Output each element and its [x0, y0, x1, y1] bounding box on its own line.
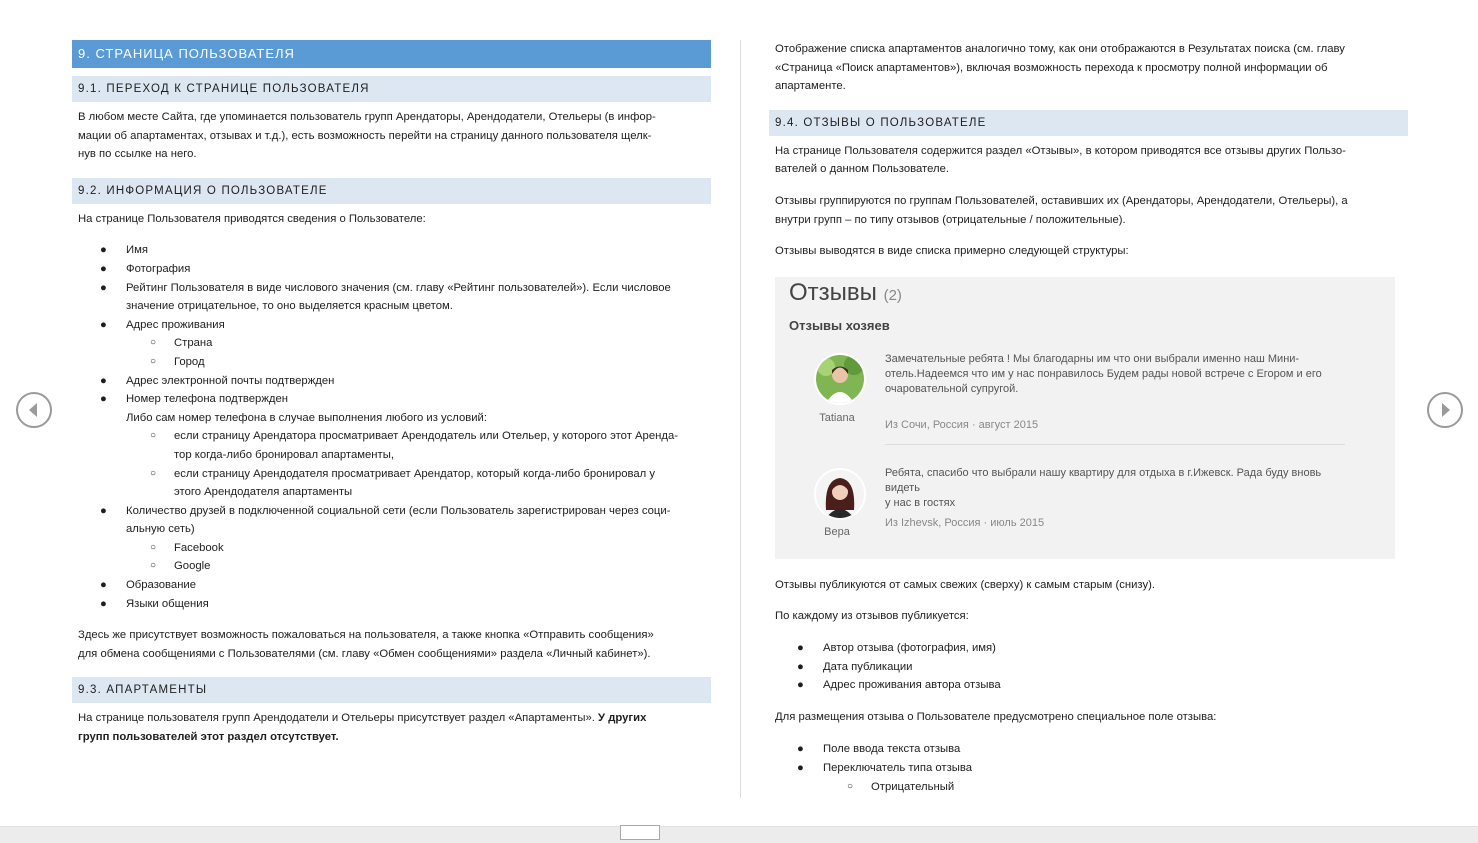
user-info-list: [72, 241, 711, 613]
reviews-mockup: [775, 277, 1395, 559]
section-heading-9-4: 9.4. ОТЗЫВЫ О ПОЛЬЗОВАТЕЛЕ: [769, 110, 1408, 136]
avatar[interactable]: [814, 468, 866, 520]
list-item: ● Имя: [100, 244, 149, 257]
section-heading-9-3: 9.3. АПАРТАМЕНТЫ: [72, 677, 711, 703]
paragraph-complain: Здесь же присутствует возможность пожаловаться на пользователя, а также кнопка «Отправить сообщения» для обмена сообщениями с Пользователями (см. главу «Обмен сообщениями» раздела «Личный кабинет»).: [78, 629, 654, 660]
avatar[interactable]: [814, 353, 866, 405]
review-meta: Из Сочи, Россия · август 2015: [885, 419, 1039, 431]
paragraph-apartments-list: Отображение списка апартаментов аналогично тому, как они отображаются в Результатах поиска (см. главу «Страница «Поиск апартаментов»), включая возможность перехода к просмотру полной информации об апартаменте.: [775, 43, 1345, 93]
list-item: ● Фотография: [100, 262, 191, 275]
list-item: ● Количество друзей в подключенной социальной сети (если Пользователь зарегистрирован через соци- альную сеть): [100, 504, 671, 536]
list-item: ● Образование: [100, 579, 197, 592]
reviews-subtitle: Отзывы хозяев: [789, 318, 890, 333]
list-item: ● Адрес электронной почты подтвержден: [100, 374, 335, 387]
either-note: Либо сам номер телефона в случае выполнения любого из условий:: [126, 411, 487, 424]
section-heading-9-1: 9.1. ПЕРЕХОД К СТРАНИЦЕ ПОЛЬЗОВАТЕЛЯ: [72, 76, 711, 102]
column-divider: [740, 40, 741, 798]
paragraph-9-4-3: Отзывы выводятся в виде списка примерно следующей структуры:: [775, 245, 1129, 258]
review-meta: Из Izhevsk, Россия · июль 2015: [885, 517, 1045, 529]
list-item: ● Поле ввода текста отзыва: [797, 743, 961, 756]
paragraph-9-3: На странице пользователя групп Арендодатели и Отельеры присутствует раздел «Апартаменты». У других групп пользователей этот раздел отсутствует.: [78, 712, 647, 744]
list-subitem: ○ если страницу Арендатора просматривает Арендодатель или Отельер, у которого этот Аренда- тор когда-либо бронировал апартаменты,: [150, 430, 678, 461]
published-fields-list: [769, 639, 1408, 695]
list-subitem: ○ Facebook: [150, 541, 224, 554]
list-subitem: ○ Город: [150, 355, 205, 368]
chevron-right-icon: [1429, 394, 1461, 426]
review-separator: [885, 444, 1345, 445]
previous-page-button[interactable]: [16, 392, 52, 428]
review-text: Ребята, спасибо что выбрали нашу квартиру для отдыха в г.Ижевск. Рада буду вновь видеть у нас в гостях: [885, 467, 1322, 509]
paragraph-order: Отзывы публикуются от самых свежих (сверху) к самым старым (снизу).: [775, 578, 1156, 591]
list-item: ● Адрес проживания: [100, 318, 225, 331]
review-text: Замечательные ребята ! Мы благодарны им что они выбрали именно наш Мини- отель.Надеемся что им у нас понравилось Будем рады новой встрече с Егором и его очаровательной супругой.: [885, 353, 1322, 395]
left-column: [72, 40, 711, 747]
list-item: ● Номер телефона подтвержден: [100, 393, 289, 406]
list-item: ● Адрес проживания автора отзыва: [797, 679, 1001, 692]
list-item: ● Рейтинг Пользователя в виде числового значения (см. главу «Рейтинг пользователей»). Если числовое значение отрицательное, то оно выделяется красным цветом.: [100, 281, 671, 313]
paragraph-each: По каждому из отзывов публикуется:: [775, 610, 969, 623]
paragraph-9-4-2: Отзывы группируются по группам Пользователей, оставивших их (Арендаторы, Арендодатели, Отельеры), а внутри групп – по типу отзывов (отрицательные / положительные).: [775, 194, 1348, 226]
page-indicator[interactable]: [620, 825, 660, 840]
bottom-scrollbar[interactable]: [0, 826, 1478, 843]
list-subitem: ○ если страницу Арендодателя просматривает Арендатор, который когда-либо бронировал у этого Арендодателя апартаменты: [150, 467, 656, 499]
list-item: ● Переключатель типа отзыва: [797, 761, 973, 774]
next-page-button[interactable]: [1427, 392, 1463, 428]
review-author-name[interactable]: Tatiana: [819, 412, 855, 424]
paragraph-field: Для размещения отзыва о Пользователе предусмотрено специальное поле отзыва:: [775, 710, 1217, 723]
list-item: ● Дата публикации: [797, 660, 913, 673]
section-heading-9-2: 9.2. ИНФОРМАЦИЯ О ПОЛЬЗОВАТЕЛЕ: [72, 178, 711, 204]
review-field-list: [769, 740, 1408, 796]
chapter-heading-9: 9. СТРАНИЦА ПОЛЬЗОВАТЕЛЯ: [72, 40, 711, 68]
list-subitem: ○ Отрицательный: [847, 780, 955, 793]
list-subitem: ○ Google: [150, 560, 211, 573]
paragraph-9-4-1: На странице Пользователя содержится раздел «Отзывы», в котором приводятся все отзывы других Пользо- вателей о данном Пользователе.: [775, 144, 1346, 176]
paragraph-9-2: На странице Пользователя приводятся сведения о Пользователе:: [78, 212, 426, 225]
list-item: ● Автор отзыва (фотография, имя): [797, 641, 996, 654]
list-item: ● Языки общения: [100, 597, 209, 610]
list-subitem: ○ Страна: [150, 337, 213, 350]
reviews-title: Отзывы (2): [789, 279, 902, 306]
review-author-name[interactable]: Вера: [824, 526, 850, 538]
reviews-count: (2): [883, 287, 902, 304]
paragraph-9-1: В любом месте Сайта, где упоминается пользователь групп Арендаторы, Арендодатели, Отельеры (в инфор- мации об апартаментах, отзывах и т.д.), есть возможность перейти на страницу данного пользователя щелк- нув по ссылке на него.: [78, 111, 656, 161]
chevron-left-icon: [18, 394, 50, 426]
